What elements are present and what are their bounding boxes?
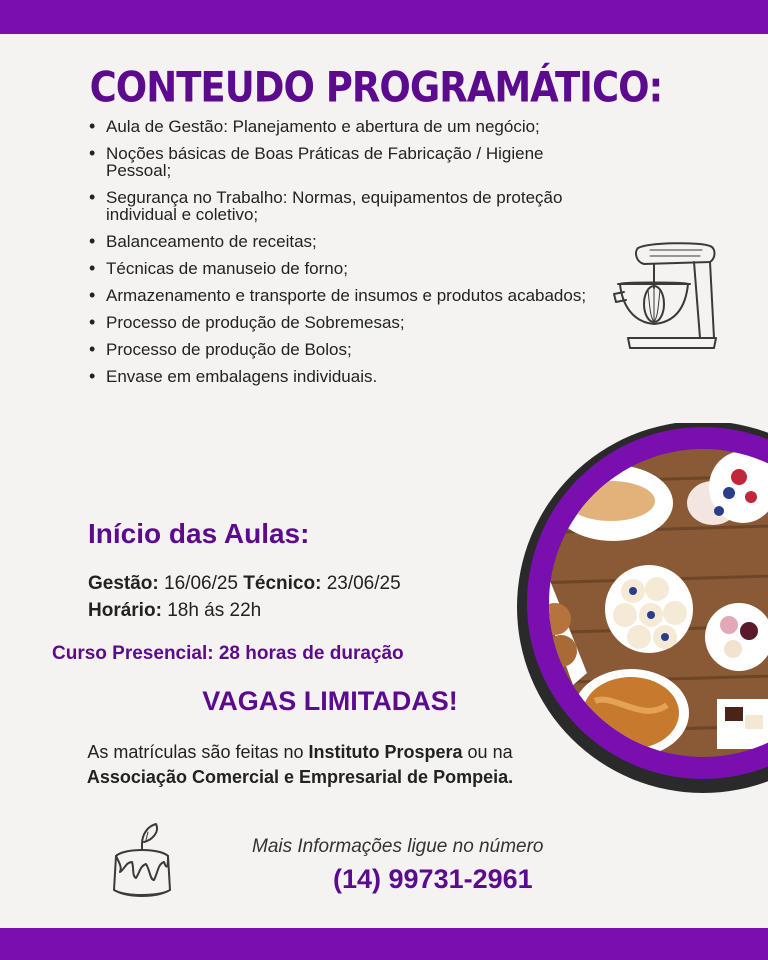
course-duration: Curso Presencial: 28 horas de duração [52,643,404,664]
bottom-purple-bar [0,928,768,960]
topics-list [88,118,608,395]
more-info-text: Mais Informações ligue no número [252,836,544,857]
institute-name: Instituto Prospera [308,742,463,762]
enrollment-text-1: As matrículas são feitas no [87,742,309,762]
list-item: • Noções básicas de Boas Práticas de Fabricação / Higiene Pessoal; [88,145,608,179]
phone-number: (14) 99731-2961 [333,864,533,894]
list-item: • Aula de Gestão: Planejamento e abertura de um negócio; [88,118,608,135]
cake-icon [106,820,178,900]
list-item: • Envase em embalagens individuais. [88,368,608,385]
list-item: • Processo de produção de Sobremesas; [88,314,608,331]
classes-start-heading: Início das Aulas: [88,518,310,549]
list-item: • Processo de produção de Bolos; [88,341,608,358]
limited-seats-banner: VAGAS LIMITADAS! [202,686,458,716]
list-item: • Segurança no Trabalho: Normas, equipamentos de proteção individual e coletivo; [88,189,608,223]
gestao-label: Gestão: [88,573,159,594]
dates-line [88,570,401,597]
horario-label: Horário: [88,600,162,621]
list-item: • Balanceamento de receitas; [88,233,608,250]
schedule-dates [88,570,401,624]
gestao-date: 16/06/25 [164,573,238,594]
desserts-photo [503,423,768,793]
list-item: • Técnicas de manuseio de forno; [88,260,608,277]
list-item: • Armazenamento e transporte de insumos e produtos acabados; [88,287,608,304]
enrollment-info [40,740,560,790]
tecnico-date: 23/06/25 [326,573,401,594]
tecnico-label: Técnico: [243,573,322,594]
horario-value: 18h ás 22h [167,600,262,621]
stand-mixer-icon [610,238,722,354]
page-title: CONTEUDO PROGRAMÁTICO: [89,63,663,112]
time-line [88,597,401,624]
top-purple-bar [0,0,768,34]
association-name: Associação Comercial e Empresarial de Pompeia. [86,767,514,787]
enrollment-text-2: ou na [462,742,513,762]
